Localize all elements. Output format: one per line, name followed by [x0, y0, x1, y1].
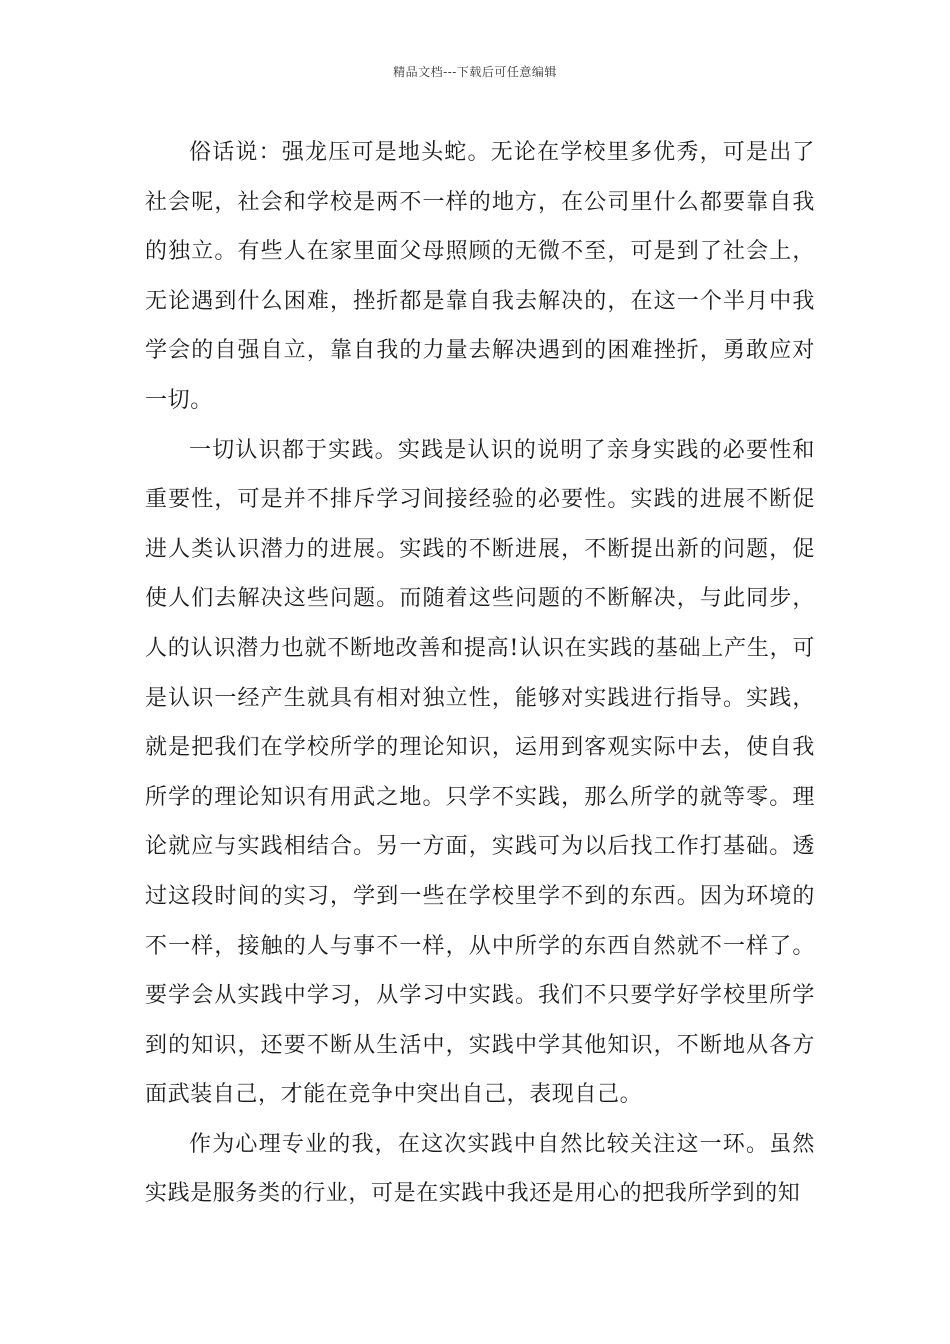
paragraph-1: 俗话说：强龙压可是地头蛇。无论在学校里多优秀，可是出了社会呢，社会和学校是两不一样的地方，在公司里什么都要靠自我的独立。有些人在家里面父母照顾的无微不至，可是到了社会上，无论遇到什么困难，挫折都是靠自我去解决的，在这一个半月中我学会的自强自立，靠自我的力量去解决遇到的困难挫折，勇敢应对一切。: [145, 140, 815, 413]
page-header: 精品文档---下载后可任意编辑: [393, 65, 557, 79]
paragraph-2: 一切认识都于实践。实践是认识的说明了亲身实践的必要性和重要性，可是并不排斥学习间接经验的必要性。实践的进展不断促进人类认识潜力的进展。实践的不断进展，不断提出新的问题，促使人们去解决这些问题。而随着这些问题的不断解决，与此同步，人的认识潜力也就不断地改善和提高!认识在实践的基础上产生，可是认识一经产生就具有相对独立性，能够对实践进行指导。实践，就是把我们在学校所学的理论知识，运用到客观实际中去，使自我所学的理论知识有用武之地。只学不实践，那么所学的就等零。理论就应与实践相结合。另一方面，实践可为以后找工作打基础。透过这段时间的实习，学到一些在学校里学不到的东西。因为环境的不一样，接触的人与事不一样，从中所学的东西自然就不一样了。要学会从实践中学习，从学习中实践。我们不只要学好学校里所学到的知识，还要不断从生活中，实践中学其他知识，不断地从各方面武装自己，才能在竞争中突出自己，表现自己。: [145, 437, 815, 1108]
document-body: [145, 128, 815, 1219]
paragraph-3: 作为心理专业的我，在这次实践中自然比较关注这一环。虽然实践是服务类的行业，可是在实践中我还是用心的把我所学到的知: [145, 1131, 815, 1207]
